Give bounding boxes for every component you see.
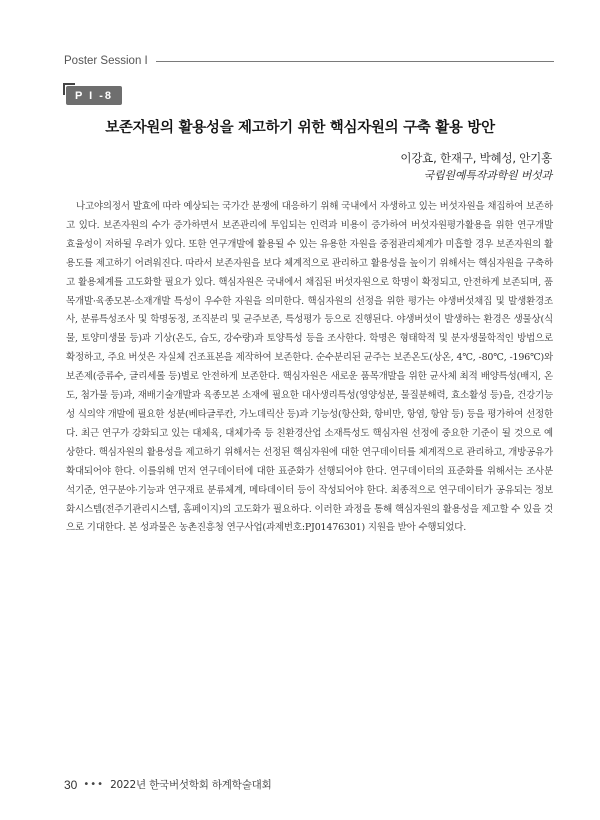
affiliation: 국립원예특작과학원 버섯과 — [423, 169, 552, 182]
page-footer — [64, 777, 272, 792]
header-divider — [156, 61, 554, 62]
conference-name: 2022년 한국버섯학회 하계학술대회 — [110, 779, 272, 791]
authors: 이강효, 한재구, 박혜성, 안기홍 — [400, 151, 552, 165]
footer-dots: ••• — [83, 779, 105, 790]
page-header — [64, 52, 554, 70]
poster-code-badge — [66, 86, 122, 105]
poster-title: 보존자원의 활용성을 제고하기 위한 핵심자원의 구축 활용 방안 — [105, 120, 495, 136]
session-label: Poster Session I — [64, 55, 148, 67]
abstract-body: 나고야의정서 발효에 따라 예상되는 국가간 분쟁에 대응하기 위해 국내에서 자생하고 있는 버섯자원을 채집하여 보존하고 있다. 보존자원의 수가 증가하면서 보존관리에 투입되는 인력과 비용이 증가하여 버섯자원평가활용을 위한 연구개발 효율성이 저하될 우려가 있다. 또한 연구개발에 활용될 수 있는 유용한 자원을 중점관리체계가 미흡할 경우 보존자원의 활용도를 제고하기 어려워진다. 따라서 보존자원을 보다 체계적으로 관리하고 활용성을 높이기 위해서는 핵심자원을 구축하고 활용체계를 고도화할 필요가 있다. 핵심자원은 국내에서 채집된 버섯자원으로 학명이 확정되고, 안전하게 보존되며, 품목개발·육종모본·소재개발 특성이 우수한 자원을 의미한다. 핵심자원의 선정을 위한 평가는 야생버섯채집 및 발생환경조사, 분류특성조사 및 학명동정, 조직분리 및 균주보존, 특성평가 등으로 진행된다. 야생버섯이 발생하는 환경은 생물상(식물, 토양미생물 등)과 기상(온도, 습도, 강수량)과 토양특성 등을 조사한다. 학명은 형태학적 및 분자생물학적인 방법으로 확정하고, 주요 버섯은 자실체 건조표본을 제작하여 보존한다. 순수분리된 균주는 보존온도(상온, 4℃, -80℃, -196℃)와 보존제(증류수, 글리세롤 등)별로 안전하게 보존한다. 핵심자원은 새로운 품목개발을 위한 균사체 최적 배양특성(배지, 온도, 첨가물 등)과, 재배기술개발과 육종모본 소재에 필요한 대사생리특성(영양성분, 물질분해력, 효소활성 등)을, 건강기능성 식의약 개발에 필요한 성분(베타글루칸, 가노데릭산 등)과 기능성(항산화, 항비만, 항염, 항암 등) 등을 평가하여 선정한다. 최근 연구가 강화되고 있는 대체육, 대체가죽 등 친환경산업 소재특성도 핵심자원 선정에 중요한 기준이 될 것으로 예상한다. 핵심자원의 활용성을 제고하기 위해서는 선정된 핵심자원에 대한 연구데이터를 체계적으로 관리하고, 개방공유가 확대되어야 한다. 이를위해 먼저 연구데이터에 대한 표준화가 선행되어야 한다. 연구데이터의 표준화를 위해서는 조사분석기준, 연구분야·기능과 연구재료 분류체계, 메타데이터 등이 작성되어야 한다. 최종적으로 연구데이터가 공유되는 정보화시스템(전주기관리시스템, 홈페이지)의 고도화가 필요하다. 이러한 과정을 통해 핵심자원의 활용성을 제고할 수 있을 것으로 기대한다. 본 성과물은 농촌진흥청 연구사업(과제번호:PJ01476301) 지원을 받아 수행되었다. — [66, 201, 553, 534]
page-number: 30 — [64, 777, 78, 792]
poster-code: P I -8 — [74, 89, 114, 102]
